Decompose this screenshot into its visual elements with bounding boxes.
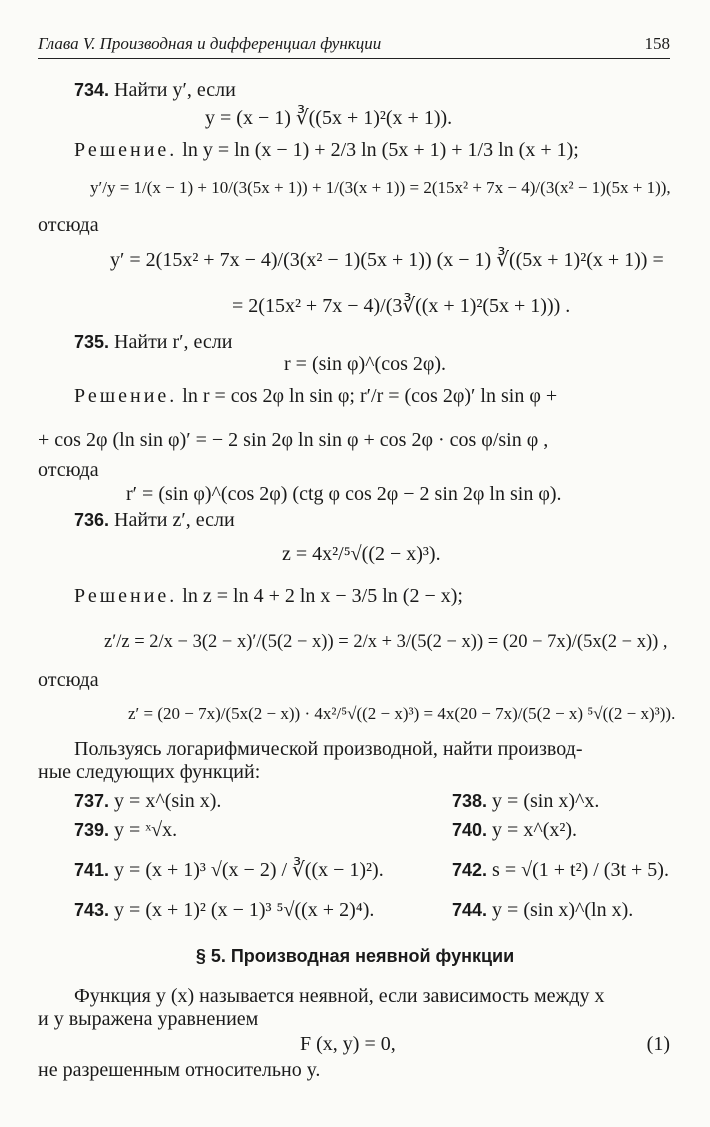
exercise-expression: y = (sin x)^(ln x). — [492, 899, 634, 921]
hence-735: отсюда — [38, 459, 99, 481]
problem-735-solution-line-1 — [74, 384, 557, 408]
exercise-number: 741. — [74, 860, 110, 880]
exercise-number: 739. — [74, 820, 110, 840]
problem-736-solution-line-2: z′/z = 2/x − 3(2 − x)′/(5(2 − x)) = 2/x + 3/(5(2 − x)) = (20 − 7x)/(5x(2 − x)) , — [104, 632, 668, 652]
problem-734-solution-line-1 — [74, 138, 579, 162]
exercise-number: 742. — [452, 860, 488, 880]
problem-736-solution-line-1 — [74, 584, 463, 608]
equation-number: (1) — [646, 1033, 670, 1055]
problem-task: Найти z′, если — [114, 509, 235, 531]
section-paragraph-line-2: и y выражена уравнением — [38, 1008, 259, 1030]
problem-735-formula: r = (sin φ)^(cos 2φ). — [284, 353, 447, 375]
exercise-737 — [74, 789, 221, 813]
exercise-number: 738. — [452, 791, 488, 811]
problem-735-solution-line-3: r′ = (sin φ)^(cos 2φ) (ctg φ cos 2φ − 2 sin 2φ ln sin φ). — [126, 483, 562, 505]
section-paragraph-line-3: не разрешенным относительно y. — [38, 1059, 321, 1081]
problem-736-statement — [74, 508, 235, 532]
solution-text: ln y = ln (x − 1) + 2/3 ln (5x + 1) + 1/3 ln (x + 1); — [182, 139, 579, 161]
solution-text: ln r = cos 2φ ln sin φ; r′/r = (cos 2φ)′ ln sin φ + — [182, 385, 558, 407]
exercise-number: 744. — [452, 900, 488, 920]
problem-735-statement — [74, 330, 232, 354]
exercise-expression: y = (sin x)^x. — [492, 790, 600, 812]
exercise-742 — [452, 858, 669, 882]
problem-734-statement — [74, 78, 236, 102]
problem-734-solution-line-3: y′ = 2(15x² + 7x − 4)/(3(x² − 1)(5x + 1)) (x − 1) ∛((5x + 1)²(x + 1)) = — [110, 249, 664, 271]
solution-label: Решение. — [74, 139, 178, 161]
solution-text: ln z = ln 4 + 2 ln x − 3/5 ln (2 − x); — [182, 585, 463, 607]
problem-734-solution-line-2: y′/y = 1/(x − 1) + 10/(3(5x + 1)) + 1/(3(x + 1)) = 2(15x² + 7x − 4)/(3(x² − 1)(5x + 1)), — [90, 178, 671, 197]
exercise-739 — [74, 818, 177, 842]
problem-734-solution-line-4: = 2(15x² + 7x − 4)/(3∛((x + 1)²(5x + 1))) . — [232, 295, 571, 317]
exercise-740 — [452, 818, 577, 842]
exercise-expression: s = √(1 + t²) / (3t + 5). — [492, 859, 669, 881]
running-title: Глава V. Производная и дифференциал функции — [38, 34, 382, 53]
problem-735-solution-line-2: + cos 2φ (ln sin φ)′ = − 2 sin 2φ ln sin φ + cos 2φ · cos φ/sin φ , — [38, 429, 549, 451]
section-paragraph-line-1: Функция y (x) называется неявной, если зависимость между x — [74, 985, 605, 1007]
problem-736-solution-line-3: z′ = (20 − 7x)/(5x(2 − x)) · 4x²/⁵√((2 − x)³) = 4x(20 − 7x)/(5(2 − x) ⁵√((2 − x)³)). — [128, 704, 676, 723]
problem-number: 735. — [74, 332, 110, 352]
problem-task: Найти r′, если — [114, 331, 233, 353]
problem-734-formula: y = (x − 1) ∛((5x + 1)²(x + 1)). — [205, 107, 453, 129]
exercise-number: 743. — [74, 900, 110, 920]
exercise-number: 740. — [452, 820, 488, 840]
hence-734: отсюда — [38, 214, 99, 236]
exercise-expression: y = x^(sin x). — [114, 790, 222, 812]
exercise-expression: y = x^(x²). — [492, 819, 578, 841]
exercise-744 — [452, 898, 633, 922]
exercise-number: 737. — [74, 791, 110, 811]
implicit-equation: F (x, y) = 0, — [300, 1033, 396, 1055]
problem-736-formula: z = 4x²/⁵√((2 − x)³). — [282, 543, 441, 565]
exercise-expression: y = ˣ√x. — [114, 819, 178, 841]
section-heading: § 5. Производная неявной функции — [195, 946, 515, 966]
problem-number: 734. — [74, 80, 110, 100]
solution-label: Решение. — [74, 385, 178, 407]
header-rule — [38, 58, 670, 59]
exercise-expression: y = (x + 1)² (x − 1)³ ⁵√((x + 2)⁴). — [114, 899, 375, 921]
exercises-intro-line-2: ные следующих функций: — [38, 761, 261, 783]
problem-task: Найти y′, если — [114, 79, 236, 101]
solution-label: Решение. — [74, 585, 178, 607]
exercise-741 — [74, 858, 384, 882]
problem-number: 736. — [74, 510, 110, 530]
exercise-expression: y = (x + 1)³ √(x − 2) / ∛((x − 1)²). — [114, 859, 384, 881]
page-number: 158 — [644, 34, 670, 53]
exercise-743 — [74, 898, 374, 922]
exercise-738 — [452, 789, 599, 813]
running-head — [38, 34, 670, 56]
hence-736: отсюда — [38, 669, 99, 691]
exercises-intro-line-1: Пользуясь логарифмической производной, найти производ- — [74, 738, 583, 760]
